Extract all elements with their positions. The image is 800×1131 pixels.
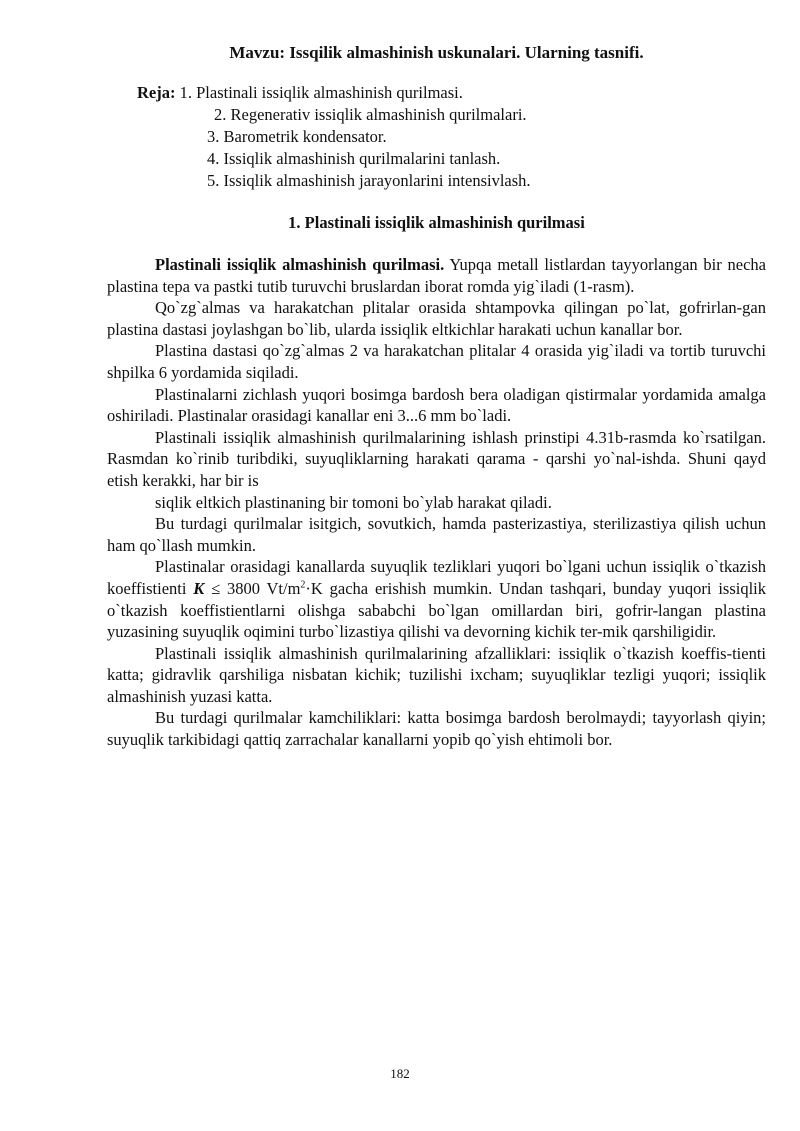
paragraph-text: Plastinalar orasidagi kanallarda suyuqlik tezliklari yuqori bo`lgani uchun issiqlik o`tkazish koeffistienti — [107, 557, 766, 598]
paragraph — [107, 254, 766, 297]
plan-item: 4. Issiqlik almashinish qurilmalarini tanlash. — [207, 149, 501, 168]
page-number: 182 — [390, 1066, 410, 1081]
paragraph: Plastinalarni zichlash yuqori bosimga bardosh bera oladigan qistirmalar yordamida amalga oshiriladi. Plastinalar orasidagi kanallar eni 3...6 mm bo`ladi. — [107, 384, 766, 426]
coefficient-symbol: K — [193, 578, 205, 598]
plan-label: Reja: — [137, 83, 176, 102]
plan-item-1-line — [137, 82, 766, 104]
paragraph: Plastina dastasi qo`zg`almas 2 va harakatchan plitalar 4 orasida yig`iladi va tortib turuvchi shpilka 6 yordamida siqiladi. — [107, 341, 766, 382]
paragraph: siqlik eltkich plastinaning bir tomoni bo`ylab harakat qiladi. — [155, 492, 552, 512]
page-title: Mavzu: Issqilik almashinish uskunalari. Ularning tasnifi. — [229, 43, 644, 62]
plan-item: 5. Issiqlik almashinish jarayonlarini intensivlash. — [207, 171, 531, 190]
plan-item: 1. Plastinali issiqlik almashinish qurilmasi. — [179, 83, 463, 102]
plan-list — [137, 82, 766, 192]
paragraph: Plastinali issiqlik almashinish qurilmalarining afzalliklari: issiqlik o`tkazish koeffis-tienti katta; gidravlik qarshiliga nisbatan kichik; tuzilishi ixcham; suyuqliklar tezligi yuqori; issiqlik almashinish yuzasi katta. — [107, 643, 766, 706]
paragraph: Qo`zg`almas va harakatchan plitalar orasida shtampovka qilingan po`lat, gofrirlan-gan plastina dastasi joylashgan bo`lib, ularda issiqlik eltkichlar harakati uchun kanallar bor. — [107, 298, 766, 339]
paragraph: Bu turdagi qurilmalar isitgich, sovutkich, hamda pasterizastiya, sterilizastiya qilish uchun ham qo`llash mumkin. — [107, 514, 766, 555]
paragraph-text: Yupqa metall listlardan tayyorlangan bir necha plastina tepa va pastki tutib turuvchi bruslardan iborat romda yig`iladi (1-rasm). — [107, 255, 766, 296]
paragraph-text: ≤ 3800 Vt/m — [204, 578, 301, 598]
paragraph: Bu turdagi qurilmalar kamchiliklari: katta bosimga bardosh berolmaydi; tayyorlash qiyin; suyuqlik tarkibidagi qattiq zarrachalar kanallarni yopib qo`yish ehtimoli bor. — [107, 708, 766, 750]
section-heading: 1. Plastinali issiqlik almashinish qurilmasi — [288, 213, 585, 232]
plan-item: 2. Regenerativ issiqlik almashinish qurilmalari. — [214, 105, 527, 124]
paragraph — [107, 556, 766, 642]
plan-item: 3. Barometrik kondensator. — [207, 127, 387, 146]
paragraph: Plastinali issiqlik almashinish qurilmalarining ishlash prinstipi 4.31b-rasmda ko`rsatilgan. Rasmdan ko`rinib turibdiki, suyuqliklarning harakati qarama - qarshi yo`nal-ishda. Shuni qayd etish kerakki, har bir is — [107, 427, 766, 490]
document-page — [107, 42, 766, 751]
superscript: 2 — [300, 579, 306, 591]
paragraph-lead: Plastinali issiqlik almashinish qurilmasi. — [155, 255, 445, 274]
paragraph-text: ·K gacha erishish mumkin. Undan tashqari, bunday yuqori issiqlik o`tkazish koeffistientlarni olishga sababchi bo`lgan omillardan biri, gofrir-langan plastina yuzasining suyuqlik oqimini turbo`lizastiya qilishi va devorning kichik ter-mik qarshiligidir. — [107, 578, 766, 642]
